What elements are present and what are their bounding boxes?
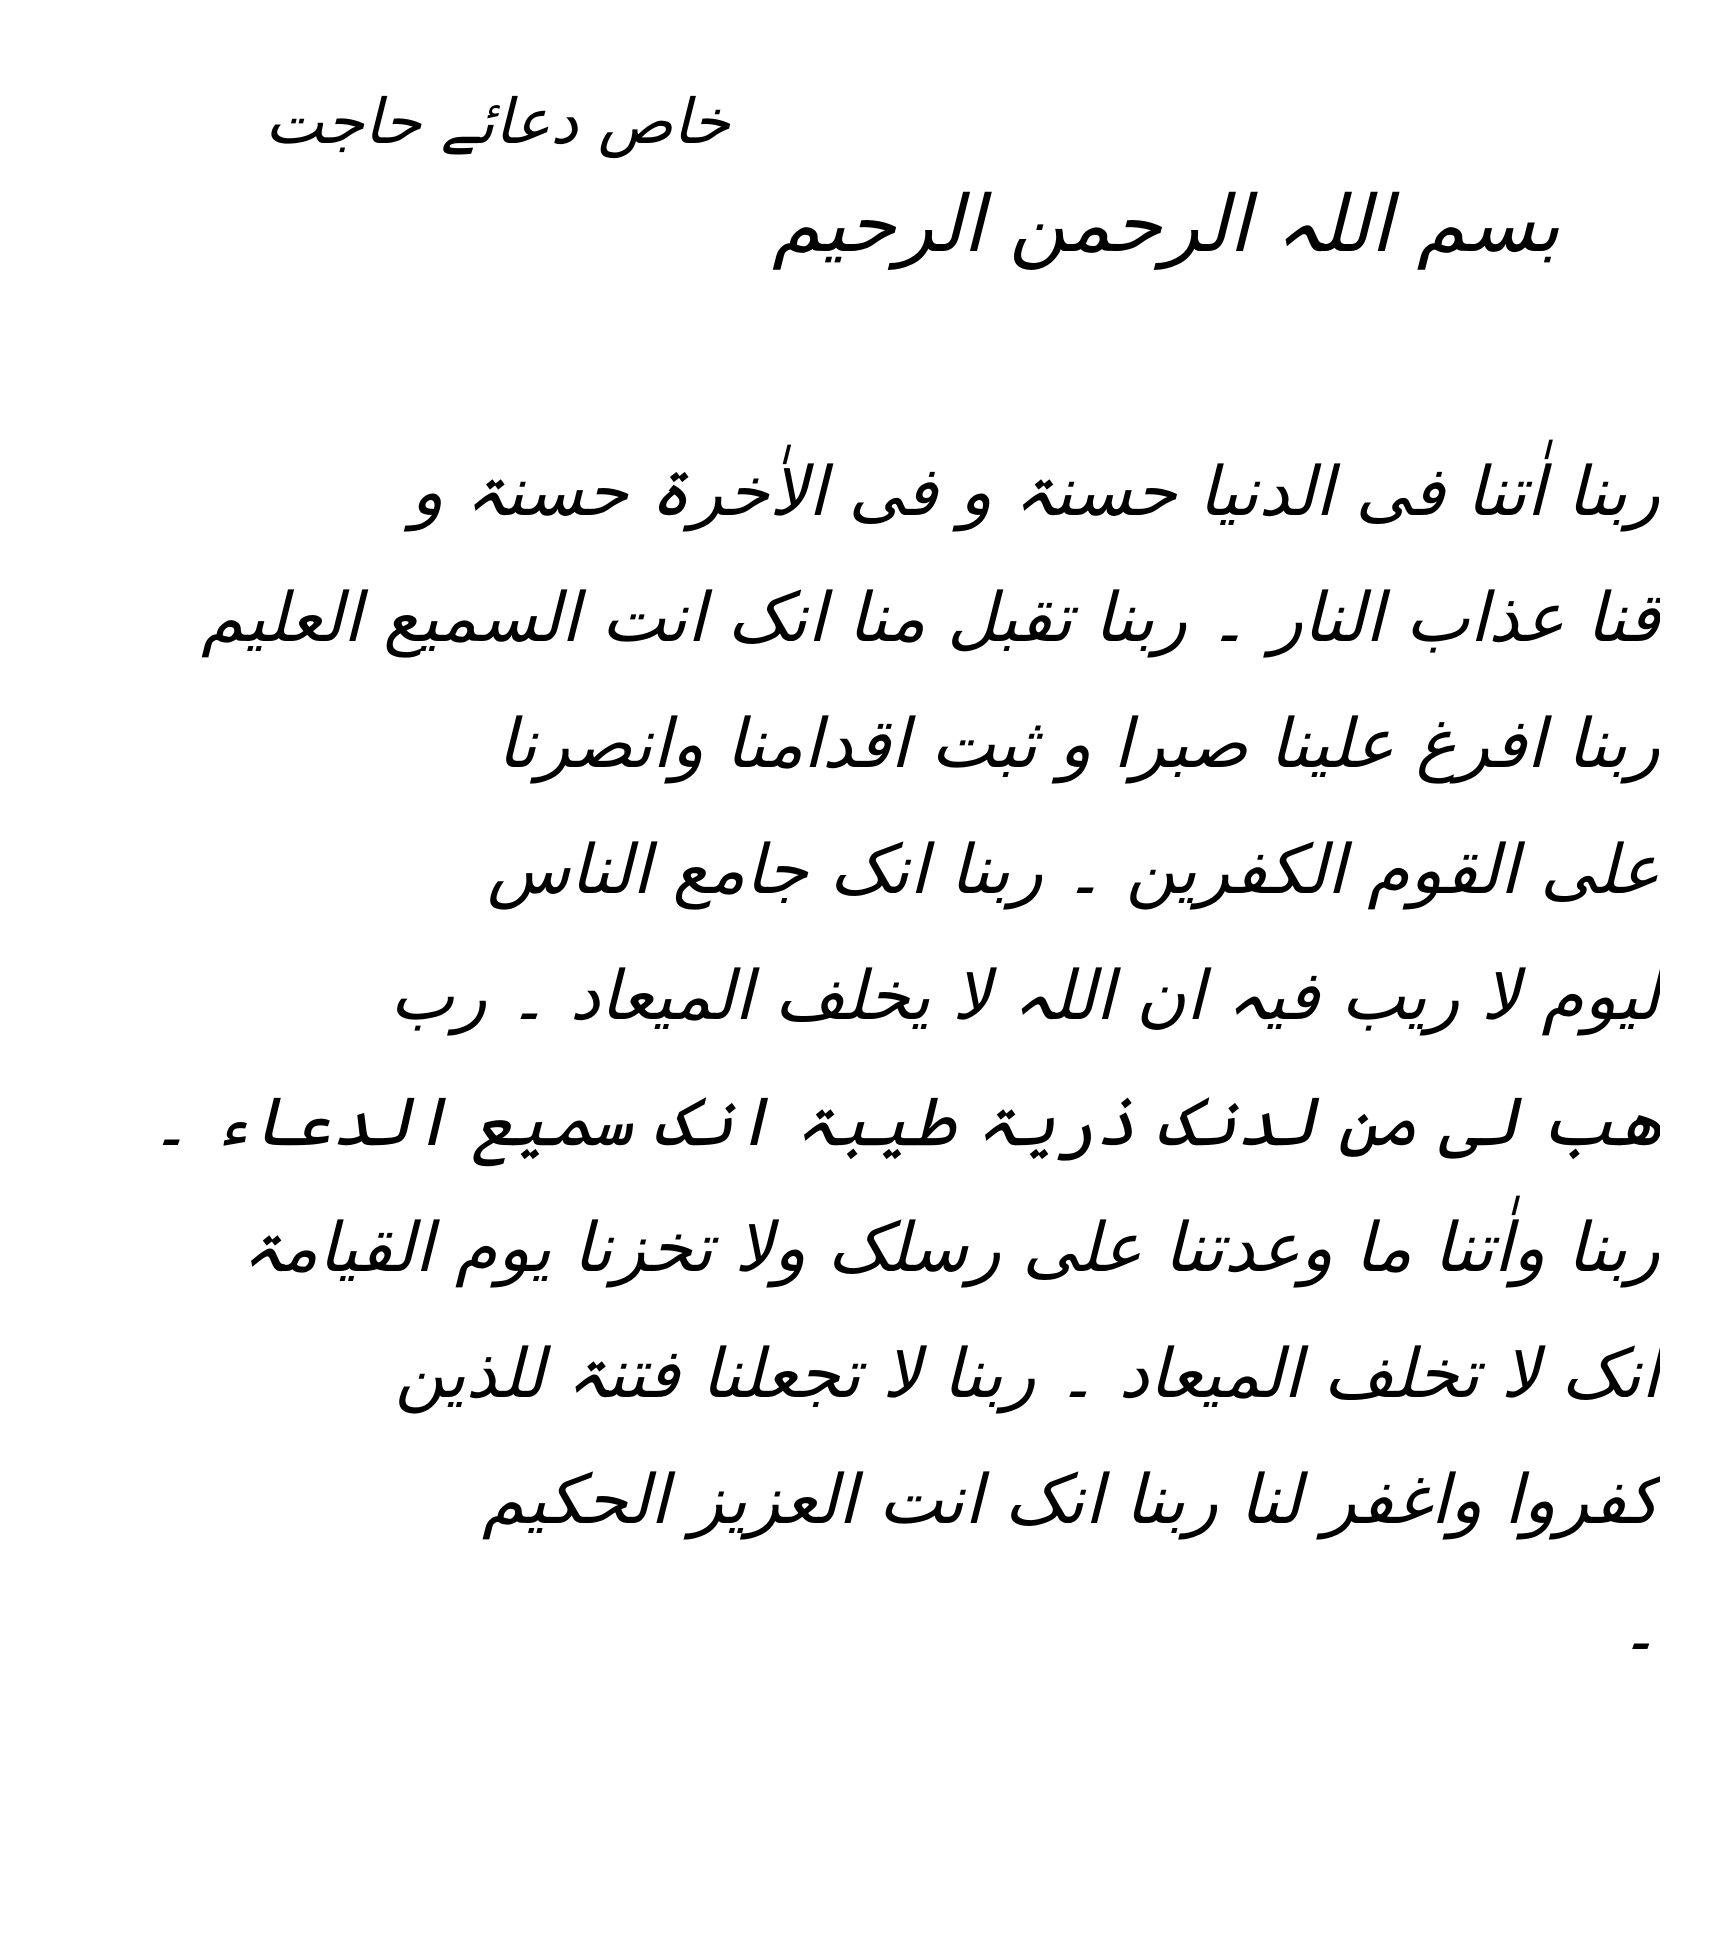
page-heading: خاص دعائے حاجت	[264, 85, 730, 158]
prayer-line-end-mark: ۔	[1620, 1587, 1660, 1666]
prayer-line: ھب لی من لدنک ذریۃ طیبۃ انک سمیع الدعاء ۔	[150, 1083, 1660, 1162]
prayer-line: ربنا اٰتنا فی الدنیا حسنۃ و فی الاٰخرۃ حسنۃ و	[410, 453, 1660, 532]
prayer-line: علی القوم الکفرین ۔ ربنا انک جامع الناس	[487, 831, 1660, 910]
prayer-line: لیوم لا ریب فیہ ان اللہ لا یخلف المیعاد ۔ رب	[389, 957, 1660, 1036]
prayer-line: انک لا تخلف المیعاد ۔ ربنا لا تجعلنا فتنۃ للذین	[395, 1335, 1660, 1414]
prayer-line: ربنا افرغ علینا صبرا و ثبت اقدامنا وانصرنا	[497, 705, 1660, 784]
prayer-line: کفروا واغفر لنا ربنا انک انت العزیز الحکیم	[482, 1461, 1660, 1540]
bismillah-line: بسم اللہ الرحمن الرحیم	[772, 180, 1560, 270]
prayer-text	[60, 430, 1660, 1690]
prayer-line: ربنا واٰتنا ما وعدتنا علی رسلک ولا تخزنا یوم القیامۃ	[241, 1209, 1660, 1288]
prayer-line: قنا عذاب النار ۔ ربنا تقبل منا انک انت السمیع العلیم	[201, 579, 1660, 658]
